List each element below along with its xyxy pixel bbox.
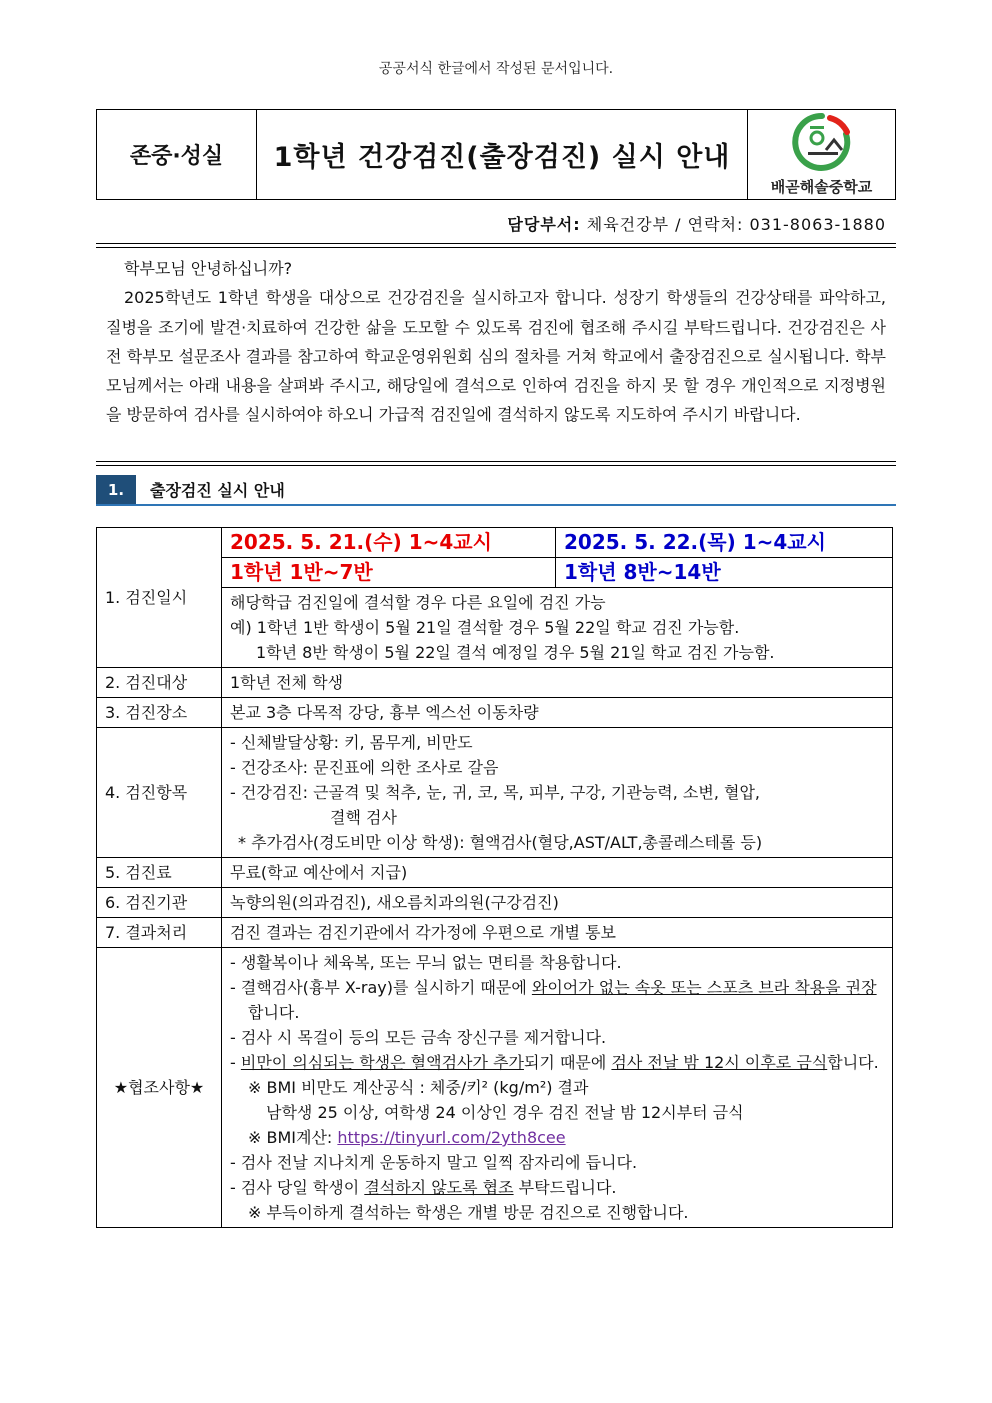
divider [96, 247, 896, 248]
list-item: * 추가검사(경도비만 이상 학생): 혈액검사(혈당,AST/ALT,총콜레스테롤 등) [238, 833, 763, 852]
date-note: 예) 1학년 1반 학생이 5월 21일 결석할 경우 5월 22일 학교 검진 가능함. [230, 618, 740, 637]
school-motto: 존중·성실 [97, 110, 257, 199]
intro-body: 2025학년도 1학년 학생을 대상으로 건강검진을 실시하고자 합니다. 성장기 학생들의 건강상태를 파악하고, 질병을 조기에 발견·치료하여 건강한 삶을 도모할 수 있도록 검진에 협조해 주시길 부탁드립니다. 건강검진은 사전 학부모 설문조사 결과를 참고하여 학교운영위원회 심의 절차를 거쳐 학교에서 출장검진으로 실시됩니다. 학부모님께서는 아래 내용을 살펴봐 주시고, 해당일에 결석으로 인하여 검진을 하지 못 할 경우 개인적으로 지정병원을 방문하여 검사를 실시하여야 하오니 가급적 검진일에 결석하지 않도록 지도하여 주시기 바랍니다. [106, 288, 886, 425]
row-label-result: 7. 결과처리 [97, 918, 222, 948]
day1-class: 1학년 1반~7반 [222, 558, 556, 588]
list-item: - 검사 전날 지나치게 운동하지 말고 일찍 잠자리에 듭니다. [230, 1153, 638, 1172]
list-item [230, 1175, 884, 1200]
divider [96, 243, 896, 244]
row-label-target: 2. 검진대상 [97, 668, 222, 698]
text-span: - [230, 1053, 241, 1072]
table-row [97, 918, 893, 948]
list-item [230, 975, 884, 1025]
document-header [96, 109, 896, 200]
institution-value: 녹향의원(의과검진), 새오름치과의원(구강검진) [222, 888, 893, 918]
school-logo [748, 110, 895, 199]
divider [96, 465, 896, 466]
phone-value: 031-8063-1880 [749, 215, 886, 234]
document-title: 1학년 건강검진(출장검진) 실시 안내 [257, 110, 748, 199]
underlined-text: 검사 전날 밤 12시 이후로 금식 [611, 1053, 828, 1072]
intro-text [106, 254, 886, 430]
row-label-items: 4. 검진항목 [97, 728, 222, 858]
table-row [97, 728, 893, 858]
list-item: 결핵 검사 [330, 808, 397, 827]
day1-date: 2025. 5. 21.(수) 1~4교시 [222, 528, 556, 558]
section-heading [96, 475, 896, 506]
fee-value: 무료(학교 예산에서 지급) [222, 858, 893, 888]
list-item: - 건강조사: 문진표에 의한 조사로 갈음 [230, 758, 499, 777]
day2-class: 1학년 8반~14반 [556, 558, 893, 588]
cooperation-value [222, 948, 893, 1228]
text-span: 부탁드립니다. [513, 1178, 617, 1197]
list-item: ※ 부득이하게 결석하는 학생은 개별 방문 검진으로 진행합니다. [248, 1203, 689, 1222]
table-row [97, 888, 893, 918]
list-item [230, 1125, 884, 1150]
table-row [97, 668, 893, 698]
items-value [222, 728, 893, 858]
document-notice: 공공서식 한글에서 작성된 문서입니다. [378, 61, 614, 77]
text-span: - 검사 당일 학생이 [230, 1178, 365, 1197]
underlined-text: 결석하지 않도록 협조 [364, 1178, 514, 1197]
result-value: 검진 결과는 검진기관에서 각가정에 우편으로 개별 통보 [222, 918, 893, 948]
list-item: - 건강검진: 근골격 및 척추, 눈, 귀, 코, 목, 피부, 구강, 기관능력, 소변, 혈압, [230, 783, 760, 802]
table-row [97, 858, 893, 888]
table-row [97, 698, 893, 728]
list-item: - 신체발달상황: 키, 몸무게, 비만도 [230, 733, 473, 752]
school-emblem-icon [790, 112, 854, 172]
date-note: 해당학급 검진일에 결석할 경우 다른 요일에 검진 가능 [230, 593, 606, 612]
table-row [97, 948, 893, 1228]
row-label-institution: 6. 검진기관 [97, 888, 222, 918]
list-item [230, 1050, 884, 1075]
row-label-place: 3. 검진장소 [97, 698, 222, 728]
row-label-fee: 5. 검진료 [97, 858, 222, 888]
list-item: ※ BMI 비만도 계산공식 : 체중/키² (kg/m²) 결과 [248, 1078, 589, 1097]
table-row [97, 528, 893, 558]
intro-greeting: 학부모님 안녕하십니까? [124, 259, 293, 278]
underlined-text: 비만이 의심되는 학생은 혈액검사가 추가 [240, 1053, 524, 1072]
phone-label: 연락처: [687, 215, 744, 234]
date-notes [222, 588, 893, 668]
text-span: 합니다. [827, 1053, 879, 1072]
date-note: 1학년 8반 학생이 5월 22일 결석 예정일 경우 5월 21일 학교 검진 가능함. [256, 643, 775, 662]
list-item: - 검사 시 목걸이 등의 모든 금속 장신구를 제거합니다. [230, 1028, 607, 1047]
school-name: 배곧해솔중학교 [770, 178, 873, 196]
day2-date: 2025. 5. 22.(목) 1~4교시 [556, 528, 893, 558]
underlined-text: 와이어가 없는 속옷 또는 스포츠 브라 착용을 권장 [531, 978, 877, 997]
exam-info-table [96, 527, 893, 1228]
dept-value: 체육건강부 [586, 215, 670, 234]
section-number: 1. [96, 475, 136, 504]
divider [96, 461, 896, 462]
dept-label: 담당부서: [507, 215, 581, 234]
list-item: - 생활복이나 체육복, 또는 무늬 없는 면티를 착용합니다. [230, 953, 622, 972]
contact-separator: / [675, 215, 682, 234]
text-span: ※ BMI계산: [248, 1128, 338, 1147]
place-value: 본교 3층 다목적 강당, 흉부 엑스선 이동차량 [222, 698, 893, 728]
list-item: 남학생 25 이상, 여학생 24 이상인 경우 검진 전날 밤 12시부터 금식 [266, 1103, 744, 1122]
text-span: - 결핵검사(흉부 X-ray)를 실시하기 때문에 [230, 978, 532, 997]
row-label-date: 1. 검진일시 [97, 528, 222, 668]
target-value: 1학년 전체 학생 [222, 668, 893, 698]
contact-line [507, 212, 886, 235]
section-title: 출장검진 실시 안내 [150, 481, 285, 500]
bmi-calc-link[interactable]: https://tinyurl.com/2yth8cee [337, 1128, 566, 1147]
text-span: 되기 때문에 [523, 1053, 612, 1072]
text-span: 합니다. [248, 1003, 300, 1022]
row-label-cooperation: ★협조사항★ [97, 948, 222, 1228]
